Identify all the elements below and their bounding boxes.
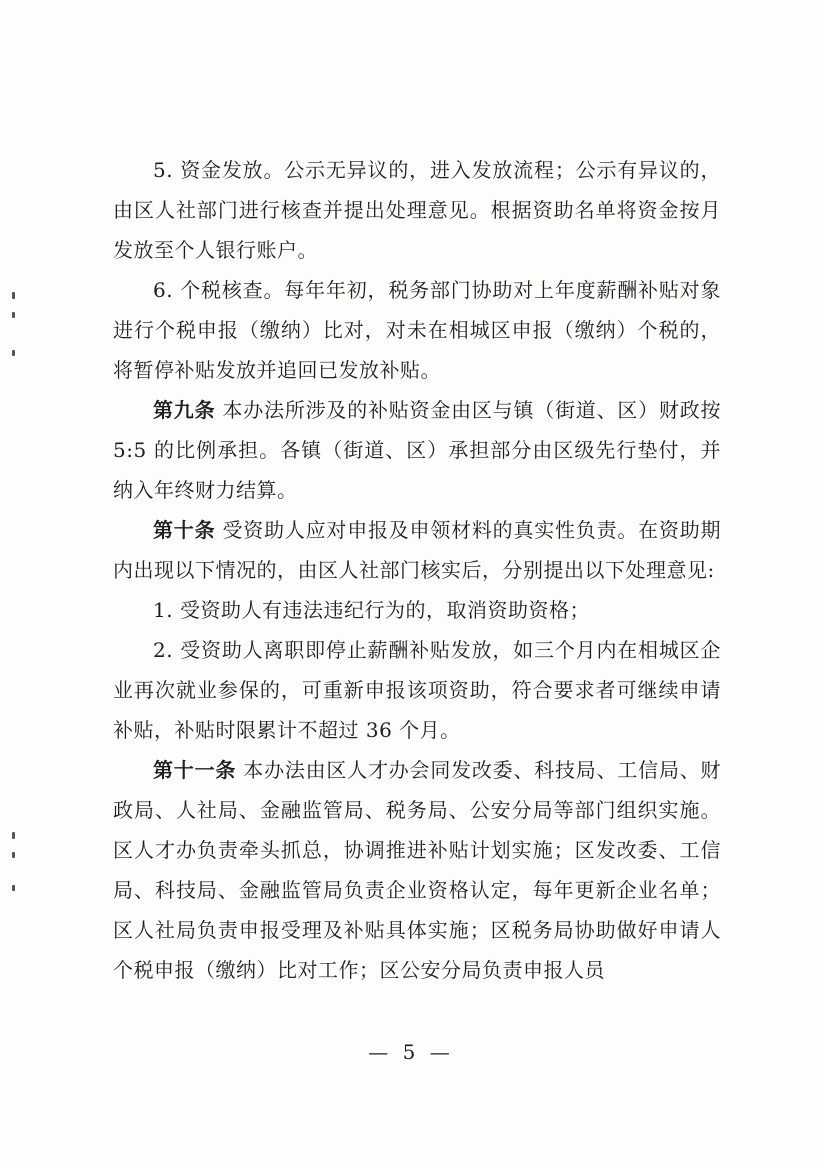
paragraph-text: 1. 受资助人有违法违纪行为的，取消资助资格； — [153, 598, 590, 622]
article-11-paragraph — [113, 750, 721, 990]
paragraph — [113, 270, 721, 390]
article-heading: 第九条 — [153, 398, 216, 422]
paragraph-text: 2. 受资助人离职即停止薪酬补贴发放，如三个月内在相城区企业再次就业参保的，可重新申报该项资助，符合要求者可继续申请补贴，补贴时限累计不超过 36 个月。 — [113, 638, 721, 742]
article-heading: 第十一条 — [153, 758, 237, 782]
paragraph — [113, 150, 721, 270]
page-number: — 5 — — [368, 1040, 454, 1064]
binding-mark — [12, 852, 15, 858]
paragraph-text: 本办法所涉及的补贴资金由区与镇（街道、区）财政按 5:5 的比例承担。各镇（街道、区）承担部分由区级先行垫付，并纳入年终财力结算。 — [113, 398, 722, 502]
article-10-paragraph — [113, 510, 721, 590]
binding-mark — [12, 885, 15, 891]
document-body — [113, 150, 721, 990]
paragraph-text: 5. 资金发放。公示无异议的，进入发放流程；公示有异议的，由区人社部门进行核查并提出处理意见。根据资助名单将资金按月发放至个人银行账户。 — [113, 158, 721, 262]
paragraph-text: 本办法由区人才办会同发改委、科技局、工信局、财政局、人社局、金融监管局、税务局、公安分局等部门组织实施。区人才办负责牵头抓总，协调推进补贴计划实施；区发改委、工信局、科技局、金融监管局负责企业资格认定，每年更新企业名单；区人社局负责申报受理及补贴具体实施；区税务局协助做好申请人个税申报（缴纳）比对工作；区公安分局负责申报人员 — [113, 758, 722, 982]
paragraph-text: 受资助人应对申报及申领材料的真实性负责。在资助期内出现以下情况的，由区人社部门核实后，分别提出以下处理意见: — [113, 518, 722, 582]
article-heading: 第十条 — [153, 518, 216, 542]
article-9-paragraph — [113, 390, 721, 510]
binding-mark — [12, 832, 15, 839]
paragraph — [113, 630, 721, 750]
binding-mark — [12, 292, 15, 299]
binding-mark — [12, 312, 15, 318]
binding-mark — [12, 350, 15, 356]
paragraph-text: 6. 个税核查。每年年初，税务部门协助对上年度薪酬补贴对象进行个税申报（缴纳）比对，对未在相城区申报（缴纳）个税的，将暂停补贴发放并追回已发放补贴。 — [113, 278, 721, 382]
paragraph — [113, 590, 721, 630]
